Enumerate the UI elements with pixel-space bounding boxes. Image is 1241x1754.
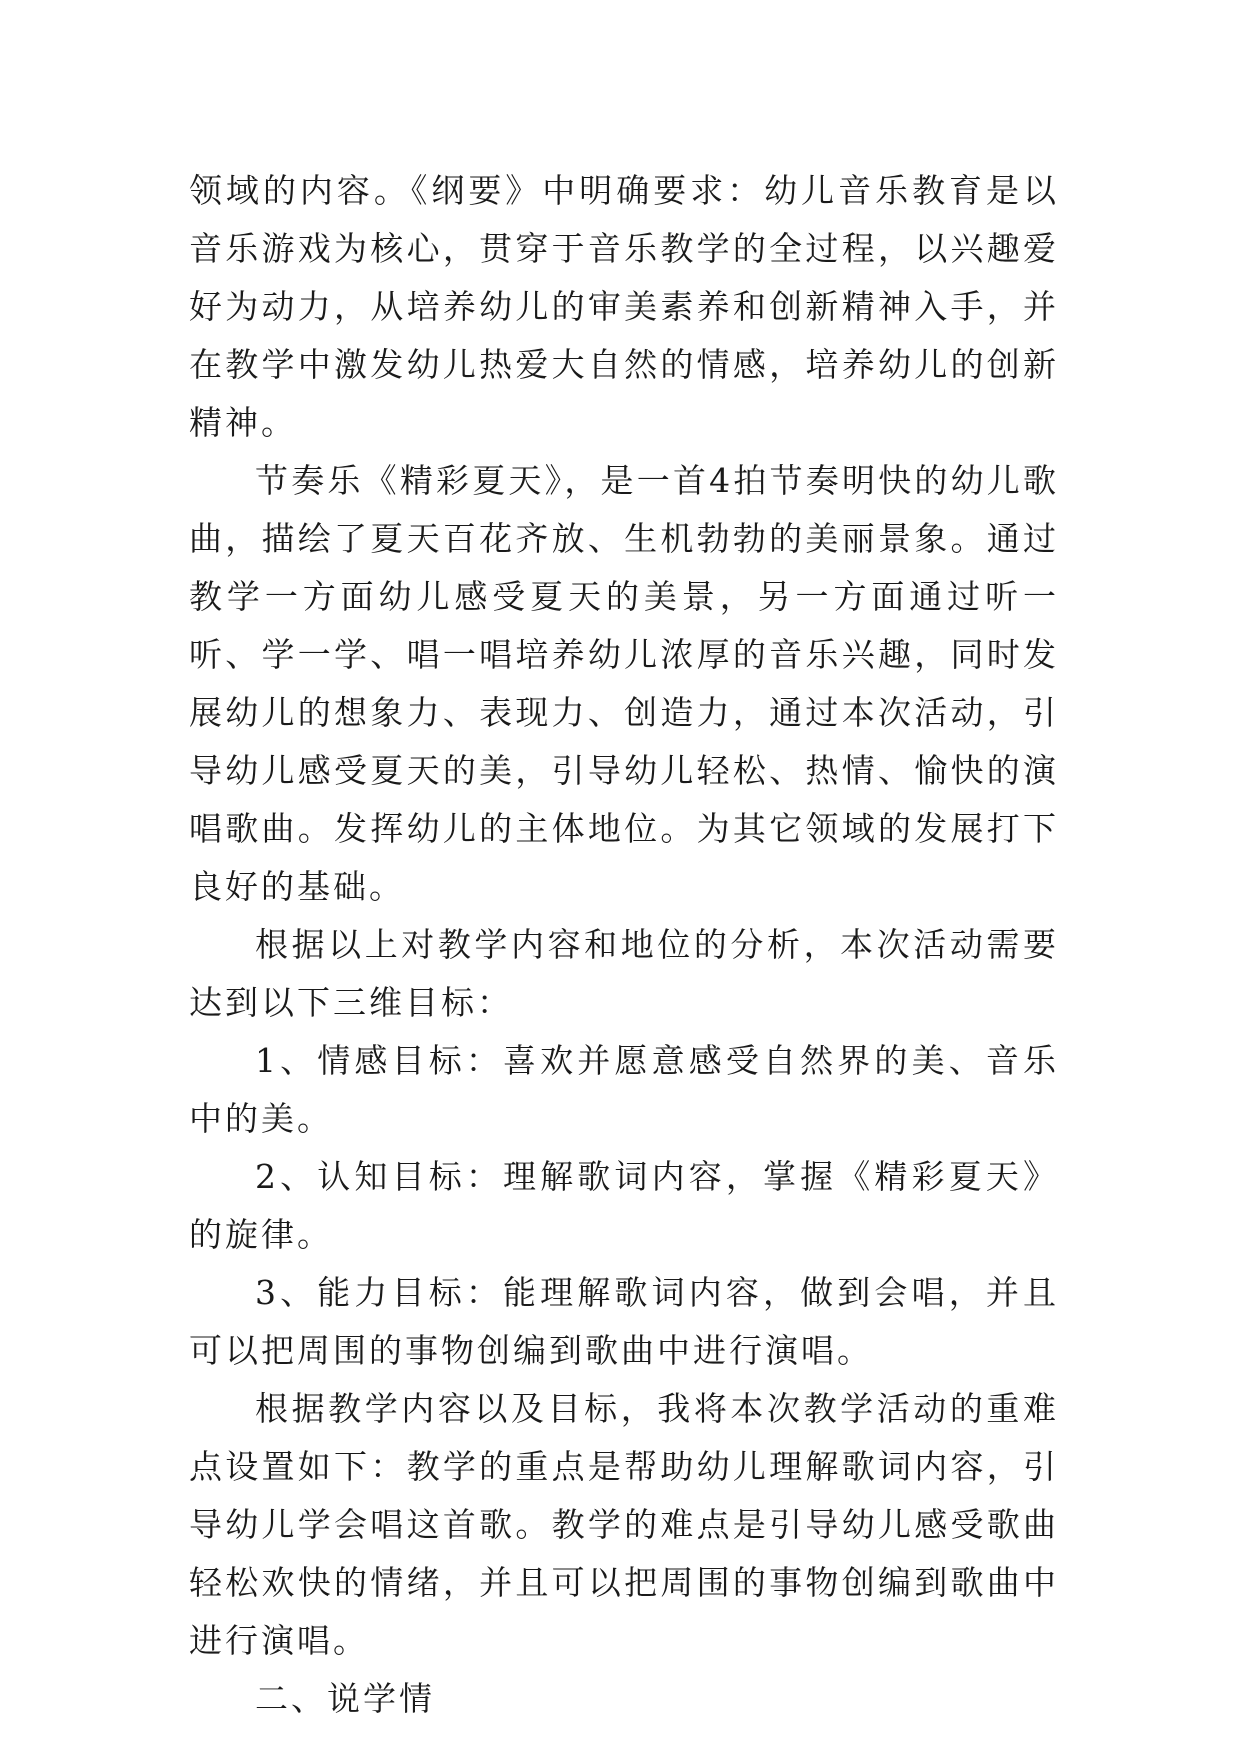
paragraph-goals-intro: 根据以上对教学内容和地位的分析，本次活动需要达到以下三维目标： [189, 925, 1059, 1022]
paragraph-intro-continued: 领域的内容。《纲要》中明确要求：幼儿音乐教育是以音乐游戏为核心，贯穿于音乐教学的全过程，以兴趣爱好为动力，从培养幼儿的审美素养和创新精神入手，并在教学中激发幼儿热爱大自然的情感，培养幼儿的创新精神。 [189, 171, 1059, 442]
paragraph-goal-cognition: 2、认知目标：理解歌词内容，掌握《精彩夏天》的旋律。 [189, 1157, 1059, 1254]
document-body [189, 162, 1059, 1728]
paragraph-song-description: 节奏乐《精彩夏天》，是一首4拍节奏明快的幼儿歌曲，描绘了夏天百花齐放、生机勃勃的美丽景象。通过教学一方面幼儿感受夏天的美景，另一方面通过听一听、学一学、唱一唱培养幼儿浓厚的音乐兴趣，同时发展幼儿的想象力、表现力、创造力，通过本次活动，引导幼儿感受夏天的美，引导幼儿轻松、热情、愉快的演唱歌曲。发挥幼儿的主体地位。为其它领域的发展打下良好的基础。 [189, 461, 1059, 906]
section-heading-learning-situation: 二、说学情 [255, 1679, 435, 1718]
paragraph-key-difficulties: 根据教学内容以及目标，我将本次教学活动的重难点设置如下：教学的重点是帮助幼儿理解歌词内容，引导幼儿学会唱这首歌。教学的难点是引导幼儿感受歌曲轻松欢快的情绪，并且可以把周围的事物创编到歌曲中进行演唱。 [189, 1389, 1059, 1660]
paragraph-goal-emotion: 1、情感目标：喜欢并愿意感受自然界的美、音乐中的美。 [189, 1041, 1059, 1138]
paragraph-goal-ability: 3、能力目标：能理解歌词内容，做到会唱，并且可以把周围的事物创编到歌曲中进行演唱。 [189, 1273, 1059, 1370]
